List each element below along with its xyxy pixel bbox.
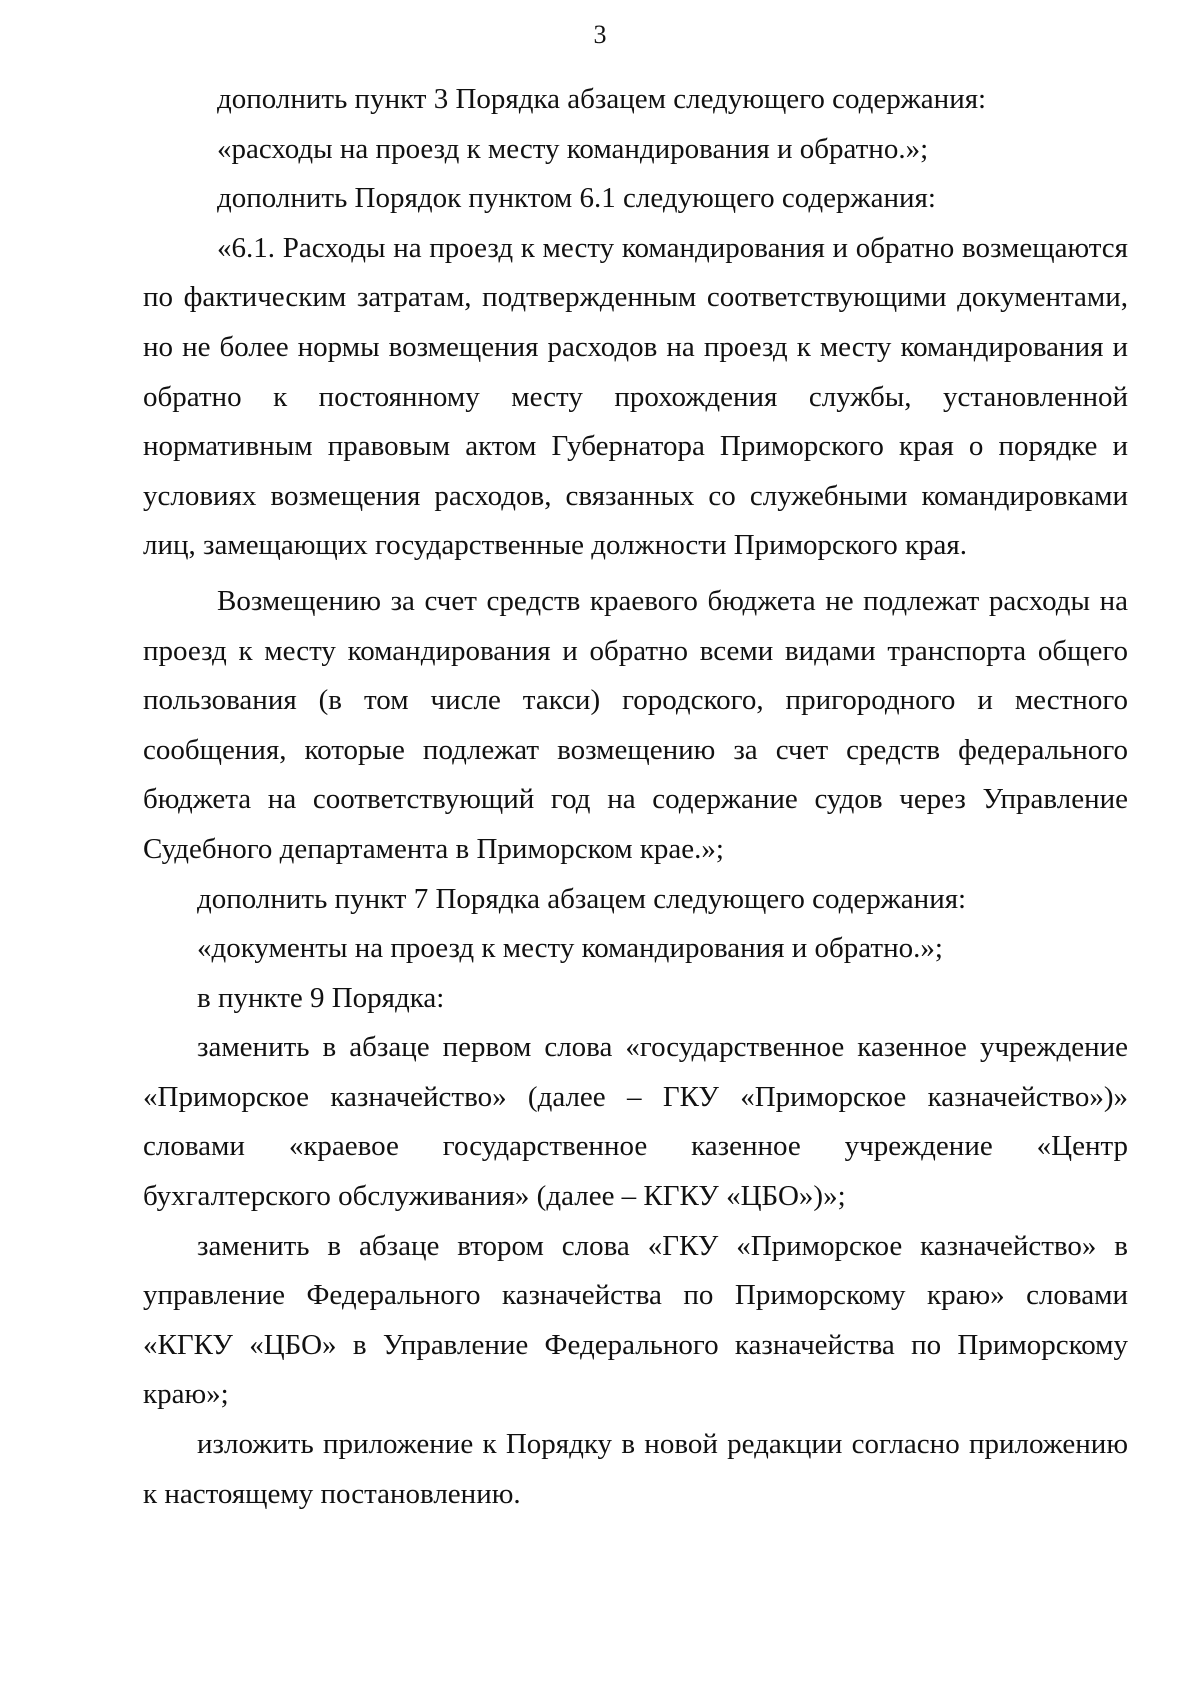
paragraph-4: «6.1. Расходы на проезд к месту командирования и обратно возмещаются по фактическим затратам, подтвержденным соответствующими документами, но не более нормы возмещения расходов на проезд к месту командирования и обратно к постоянному месту прохождения службы, установленной нормативным правовым актом Губернатора Приморского края о порядке и условиях возмещения расходов, связанных со служебными командировками лиц, замещающих государственные должности Приморского края. (143, 231, 1128, 562)
paragraph-5: Возмещению за счет средств краевого бюджета не подлежат расходы на проезд к месту командирования и обратно всеми видами транспорта общего пользования (в том числе такси) городского, пригородного и местного сообщения, которые подлежат возмещению за счет средств федерального бюджета на соответствующий год на содержание судов через Управление Судебного департамента в Приморском крае.»; (143, 584, 1128, 865)
paragraph-8: в пункте 9 Порядка: (197, 981, 445, 1014)
paragraph-3: дополнить Порядок пунктом 6.1 следующего содержания: (217, 182, 936, 215)
paragraph-6: дополнить пункт 7 Порядка абзацем следующего содержания: (197, 882, 967, 915)
paragraph-9: заменить в абзаце первом слова «государственное казенное учреждение «Приморское казначейство» (далее – ГКУ «Приморское казначейство»)» словами «краевое государственное казенное учреждение «Центр бухгалтерского обслуживания» (далее – КГКУ «ЦБО»)»; (143, 1031, 1128, 1213)
paragraph-7: «документы на проезд к месту командирования и обратно.»; (197, 932, 943, 965)
paragraph-1: дополнить пункт 3 Порядка абзацем следующего содержания: (217, 83, 987, 115)
paragraph-2: «расходы на проезд к месту командирования и обратно.»; (217, 132, 929, 165)
document-body (143, 75, 1128, 1519)
paragraph-11: изложить приложение к Порядку в новой редакции согласно приложению к настоящему постановлению. (143, 1428, 1128, 1510)
page-number: 3 (593, 20, 607, 49)
paragraph-10: заменить в абзаце втором слова «ГКУ «Приморское казначейство» в управление Федерального казначейства по Приморскому краю» словами «КГКУ «ЦБО» в Управление Федерального казначейства по Приморскому краю»; (143, 1229, 1128, 1411)
